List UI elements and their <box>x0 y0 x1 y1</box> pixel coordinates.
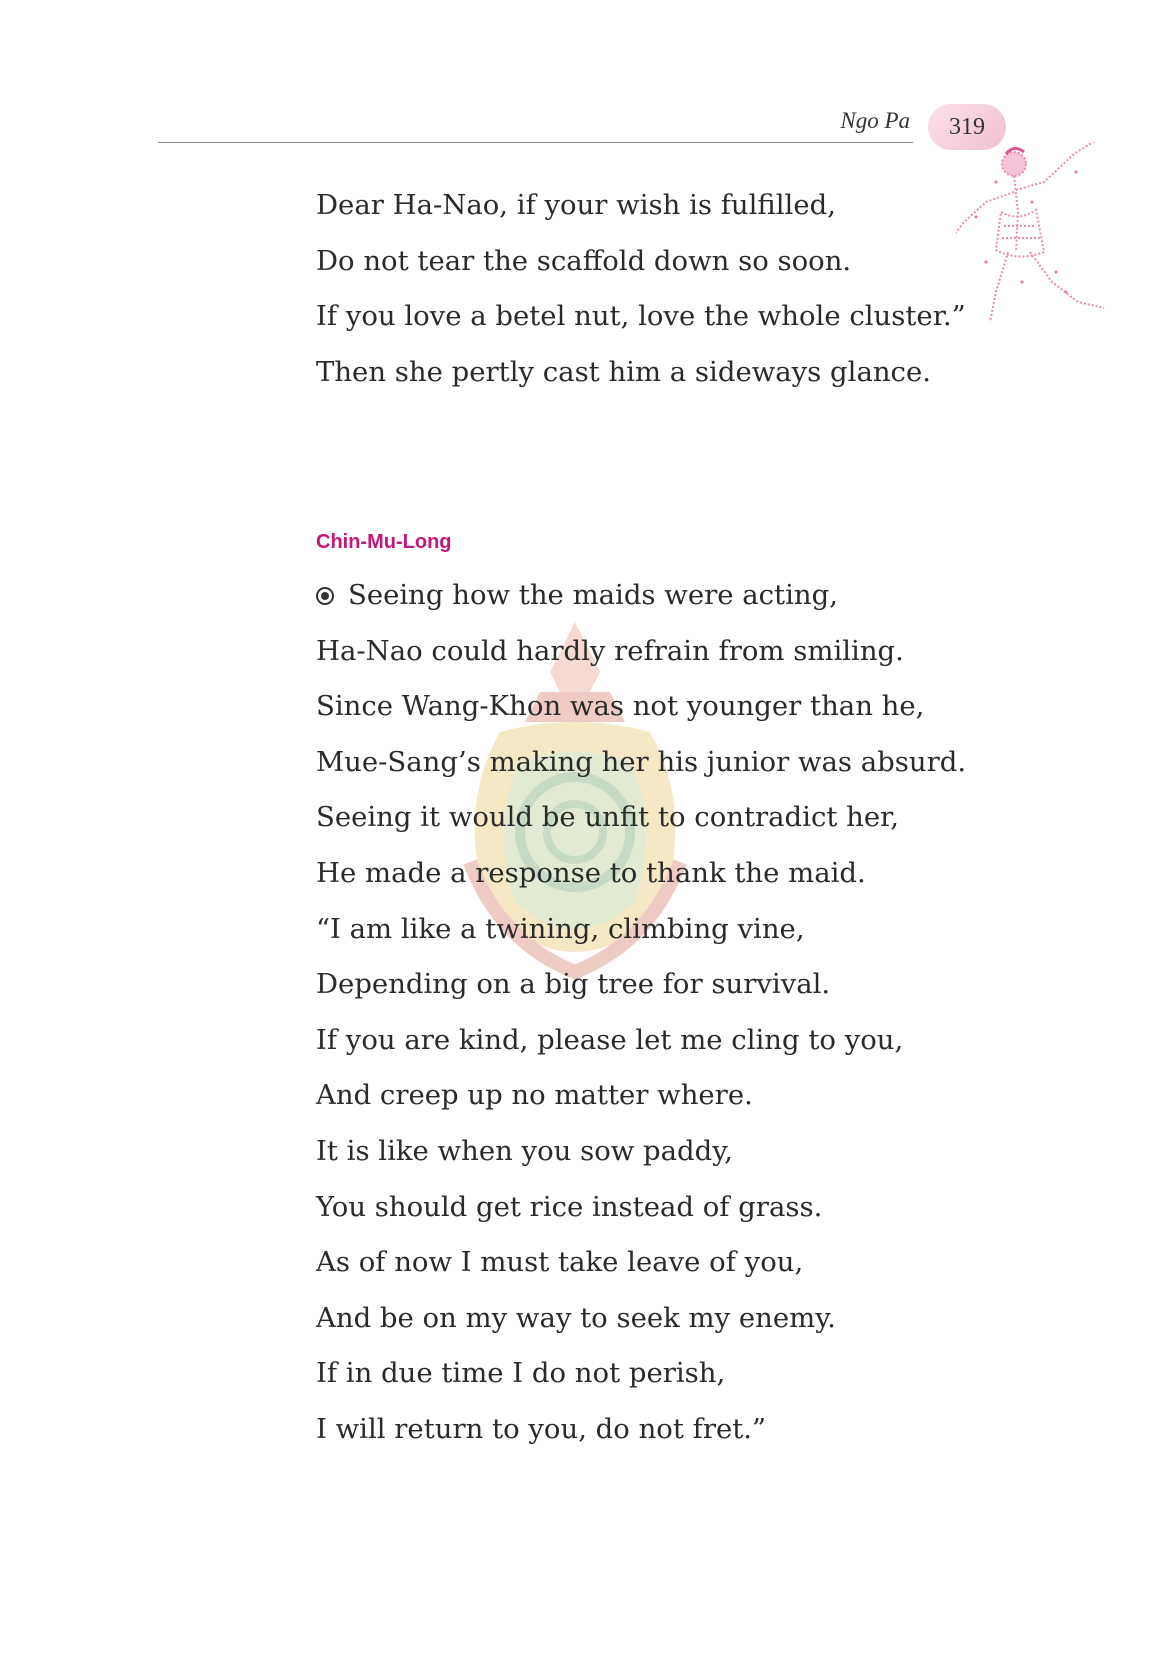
section-chin-mu-long <box>316 528 966 1458</box>
page-number: 319 <box>949 113 985 140</box>
verse-line: If in due time I do not perish, <box>316 1357 726 1390</box>
circled-dot-icon <box>316 587 334 605</box>
verse-line-text: Seeing how the maids were acting, <box>348 579 838 611</box>
verse-line: If you are kind, please let me cling to you, <box>316 1023 904 1056</box>
verse-line: Then she pertly cast him a sideways glance. <box>316 355 931 388</box>
dancer-illustration <box>956 142 1116 347</box>
speaker-heading: Chin-Mu-Long <box>316 531 452 553</box>
verse-line: Dear Ha-Nao, if your wish is fulfilled, <box>316 189 836 221</box>
verse-line: I will return to you, do not fret.” <box>316 1412 767 1445</box>
verse-line: If you love a betel nut, love the whole cluster.” <box>316 300 966 333</box>
header-rule <box>158 142 913 143</box>
verse-line: Depending on a big tree for survival. <box>316 968 831 1001</box>
verse-line-first <box>316 568 966 624</box>
verse-line: As of now I must take leave of you, <box>316 1246 804 1279</box>
verse-line: And be on my way to seek my enemy. <box>316 1301 836 1334</box>
verse-line: Since Wang-Khon was not younger than he, <box>316 690 925 723</box>
verse-line: Seeing it would be unfit to contradict her, <box>316 801 900 834</box>
verse-line: It is like when you sow paddy, <box>316 1134 733 1167</box>
running-title: Ngo Pa <box>840 108 910 133</box>
verse-line: Do not tear the scaffold down so soon. <box>316 244 852 277</box>
verse-line: You should get rice instead of grass. <box>316 1190 823 1223</box>
stanza-1 <box>316 178 966 400</box>
verse-line: Ha-Nao could hardly refrain from smiling. <box>316 634 904 667</box>
verse-line: Mue-Sang’s making her his junior was absurd. <box>316 745 967 778</box>
verse-line: He made a response to thank the maid. <box>316 856 866 889</box>
verse-line: And creep up no matter where. <box>316 1079 753 1112</box>
verse-line: “I am like a twining, climbing vine, <box>316 912 805 945</box>
